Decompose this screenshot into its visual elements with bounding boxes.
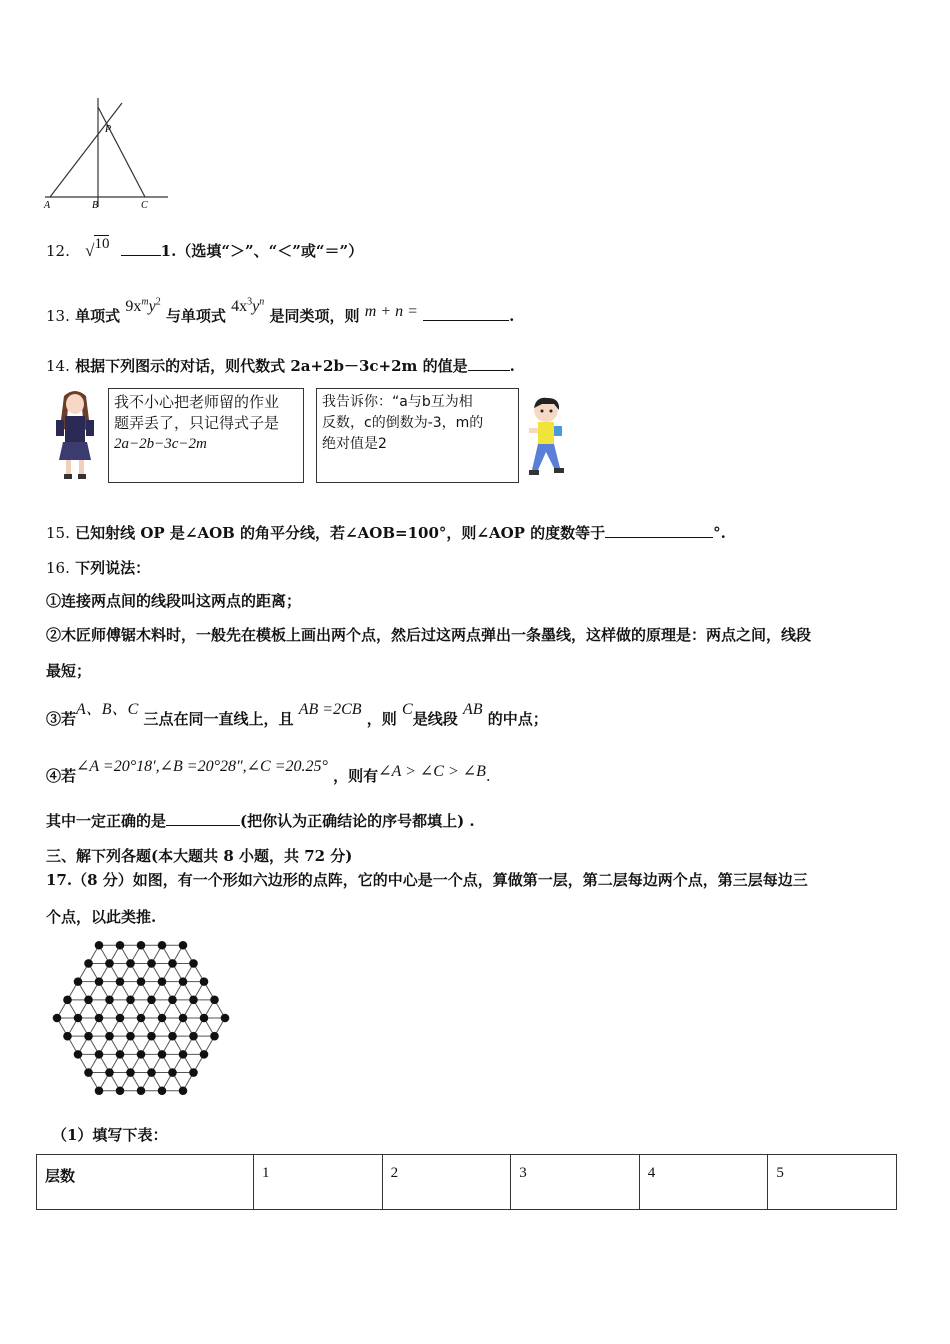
question-16-title	[46, 557, 150, 578]
section-3-heading: 三、解下列各题(本大题共 8 小题，共 72 分)	[46, 847, 353, 865]
lattice-dot	[158, 1014, 167, 1023]
q13-text-3: 是同类项，则	[269, 307, 360, 325]
lattice-dot	[84, 959, 93, 968]
lattice-dot	[126, 1032, 135, 1041]
lattice-dot	[84, 1068, 93, 1077]
q16-answer-line: 其中一定正确的是 (把你认为正确结论的序号都填上) .	[46, 812, 475, 830]
bubble-right-line-1: 我告诉你：“a与b互为相	[322, 394, 473, 410]
lattice-dot	[137, 977, 146, 986]
boy-illustration	[524, 396, 570, 480]
bubble-right-line-3: 绝对值是2	[322, 436, 387, 452]
statement-1: ①连接两点间的线段叫这两点的距离；	[46, 592, 302, 610]
lattice-dot	[95, 1050, 104, 1059]
question-17-line-2: 个点，以此类推.	[46, 908, 157, 926]
bubble-right-line-2: 反数，c的倒数为-3，m的	[322, 415, 484, 431]
lattice-dot	[158, 941, 167, 950]
lattice-dot	[105, 959, 114, 968]
question-17-line-1: 17.（8 分）如图，有一个形如六边形的点阵，它的中心是一个点，算做第一层，第二层每边两个点，第三层每边三	[46, 871, 808, 889]
label-p: P	[105, 124, 112, 135]
lattice-dot	[147, 959, 156, 968]
lattice-dot	[189, 1032, 198, 1041]
sum-expression: m + n =	[364, 303, 418, 320]
monomial-2: $4x^3y^n$	[231, 296, 265, 315]
lattice-dot	[179, 1050, 188, 1059]
radicand: 10	[94, 236, 110, 252]
lattice-dot	[116, 977, 125, 986]
lattice-dot	[126, 996, 135, 1005]
lattice-dot	[95, 1086, 104, 1095]
q13-answer-blank[interactable]	[423, 306, 509, 321]
statement-2-line-1: ②木匠师傅锯木料时，一般先在模板上画出两个点，然后过这两点弹出一条墨线，这样做的原理是：两点之间，线段	[46, 626, 812, 644]
lattice-dot	[74, 1014, 83, 1023]
q13-text-2: 与单项式	[165, 307, 226, 325]
lattice-dot	[105, 1032, 114, 1041]
sqrt-expression: √10	[85, 236, 110, 260]
lattice-dot	[200, 1014, 209, 1023]
lattice-dot	[210, 1032, 219, 1041]
table-cell: 1	[254, 1155, 383, 1210]
lattice-dot	[126, 1068, 135, 1077]
question-15: 15. 已知射线 OP 是∠AOB 的角平分线，若∠AOB=100°，则∠AOP 的度数等于 °.	[46, 524, 726, 542]
q12-answer-blank[interactable]	[121, 241, 161, 256]
question-13: 13. 单项式 $9x^my^2$ 与单项式 $4x^3y^n$ 是同类项，则 m + n = .	[46, 296, 515, 325]
lattice-dot	[74, 1050, 83, 1059]
lattice-dot	[53, 1014, 62, 1023]
lattice-dot	[179, 941, 188, 950]
lattice-dot	[158, 1050, 167, 1059]
table-cell: 2	[382, 1155, 511, 1210]
lattice-dot	[179, 1086, 188, 1095]
lattice-dot	[189, 959, 198, 968]
lattice-dot	[84, 1032, 93, 1041]
lattice-dot	[137, 1086, 146, 1095]
q16-title: 下列说法：	[75, 559, 151, 577]
label-b: B	[92, 200, 99, 211]
lattice-dot	[95, 977, 104, 986]
q17-subquestion-1: （1）填写下表：	[52, 1126, 168, 1144]
girl-illustration	[46, 388, 104, 480]
label-a: A	[44, 200, 51, 211]
angle-values: ∠A =20°18′,∠B =20°28″,∠C =20.25°	[76, 758, 328, 775]
lattice-dot	[95, 941, 104, 950]
lattice-dot	[168, 1032, 177, 1041]
angle-inequality: ∠A > ∠C > ∠B	[378, 763, 486, 780]
speech-bubble-left	[108, 388, 304, 483]
question-14: 14. 根据下列图示的对话，则代数式 2a+2b－3c+2m 的值是 .	[46, 357, 515, 375]
q15-text: 已知射线 OP 是∠AOB 的角平分线，若∠AOB=100°，则∠AOP 的度数等于	[75, 524, 606, 542]
q14-answer-blank[interactable]	[468, 356, 510, 371]
q12-number: 12.	[46, 242, 70, 260]
label-c: C	[141, 200, 148, 211]
q16-answer-blank[interactable]	[166, 811, 240, 826]
lattice-dot	[179, 1014, 188, 1023]
lattice-dot	[210, 996, 219, 1005]
hexagon-dot-lattice	[50, 938, 232, 1098]
lattice-dot	[147, 1032, 156, 1041]
q14-number: 14.	[46, 357, 70, 375]
bubble-left-line-3: 2a−2b−3c−2m	[114, 436, 207, 452]
question-12	[46, 236, 364, 261]
table-header-cell: 层数	[37, 1155, 254, 1210]
lattice-dot	[168, 959, 177, 968]
angle-figure	[40, 95, 175, 215]
table-cell: 3	[511, 1155, 640, 1210]
lattice-dot	[137, 1014, 146, 1023]
monomial-1: $9x^my^2$	[125, 296, 161, 315]
lattice-dot	[116, 941, 125, 950]
lattice-dot	[168, 1068, 177, 1077]
lattice-dot	[63, 996, 72, 1005]
table-row	[37, 1155, 897, 1210]
statement-2-line-2: 最短；	[46, 662, 92, 680]
lattice-dot	[137, 1050, 146, 1059]
lattice-dot	[168, 996, 177, 1005]
line-c	[98, 107, 145, 197]
segment-ab: AB	[462, 701, 483, 718]
lattice-dot	[200, 1050, 209, 1059]
lattice-dot	[137, 941, 146, 950]
lattice-dot	[95, 1014, 104, 1023]
q13-text-1: 单项式	[75, 307, 121, 325]
lattice-dot	[116, 1086, 125, 1095]
lattice-dot	[105, 1068, 114, 1077]
lattice-dot	[63, 1032, 72, 1041]
table-cell: 5	[768, 1155, 897, 1210]
lattice-dot	[158, 977, 167, 986]
equation-ab-2cb: AB =2CB	[298, 701, 362, 718]
lattice-dot	[158, 1086, 167, 1095]
q15-number: 15.	[46, 524, 70, 542]
lattice-dot	[126, 959, 135, 968]
lattice-dot	[189, 1068, 198, 1077]
lattice-dot	[105, 996, 114, 1005]
lattice-dot	[116, 1050, 125, 1059]
bubble-left-line-2: 题弄丢了，只记得式子是	[114, 414, 280, 432]
statement-3: ③若A、B、C 三点在同一直线上，且 AB =2CB ，则 C是线段 AB 的中点；	[46, 701, 548, 728]
lattice-dot	[84, 996, 93, 1005]
q15-answer-blank[interactable]	[605, 523, 713, 538]
lattice-dot	[147, 1068, 156, 1077]
lattice-dot	[74, 977, 83, 986]
lattice-dot	[179, 977, 188, 986]
speech-bubble-right	[316, 388, 519, 483]
layer-table	[36, 1154, 897, 1210]
statement-4: ④若∠A =20°18′,∠B =20°28″,∠C =20.25° ，则有∠A > ∠C > ∠B.	[46, 758, 491, 785]
points-abc: A、B、C	[76, 701, 139, 718]
bubble-left-line-1: 我不小心把老师留的作业	[114, 393, 280, 411]
lattice-dot	[221, 1014, 230, 1023]
lattice-dot	[189, 996, 198, 1005]
point-c: C	[402, 701, 413, 718]
q12-instruction: 1.（选填“＞”、“＜”或“＝”）	[160, 242, 364, 260]
q14-text: 根据下列图示的对话，则代数式 2a+2b－3c+2m 的值是	[75, 357, 468, 375]
lattice-dot	[200, 977, 209, 986]
lattice-dot	[116, 1014, 125, 1023]
q16-number: 16.	[46, 559, 70, 577]
lattice-dot	[147, 996, 156, 1005]
line-a	[50, 103, 122, 197]
q13-number: 13.	[46, 307, 70, 325]
table-cell: 4	[639, 1155, 768, 1210]
